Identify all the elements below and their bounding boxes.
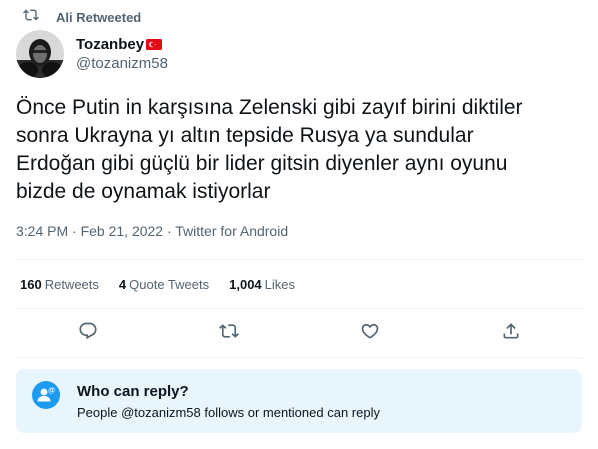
- retweet-icon: [23, 7, 39, 28]
- display-name[interactable]: Tozanbey: [76, 35, 145, 53]
- retweet-icon: [219, 321, 239, 341]
- reply-restriction-description: People @tozanizm58 follows or mentioned can reply: [77, 405, 380, 420]
- reply-restriction-notice: [16, 369, 582, 433]
- tweet-meta[interactable]: 3:24 PM · Feb 21, 2022 · Twitter for Android: [16, 223, 289, 239]
- tweet-line: sonra Ukrayna yı altın tepside Rusya ya sundular: [16, 124, 474, 147]
- quote-tweets-count: 4: [118, 277, 127, 292]
- retweet-header[interactable]: [23, 8, 141, 26]
- like-icon: [360, 321, 380, 341]
- action-bar: [0, 320, 598, 346]
- likes-stat[interactable]: [229, 276, 295, 293]
- quote-tweets-stat[interactable]: [119, 276, 209, 293]
- reply-restriction-title: Who can reply?: [77, 383, 189, 400]
- tweet-text: [16, 94, 582, 206]
- divider: [16, 357, 582, 358]
- mention-people-icon: [32, 381, 60, 409]
- handle[interactable]: @tozanizm58: [76, 55, 168, 72]
- svg-text:@: @: [48, 387, 55, 395]
- likes-count: 1,004: [229, 277, 262, 292]
- retweet-button[interactable]: [218, 320, 240, 342]
- retweet-label: Ali Retweeted: [56, 9, 142, 25]
- engagement-stats: [20, 276, 315, 293]
- avatar[interactable]: [16, 30, 64, 78]
- divider: [16, 308, 582, 309]
- retweets-stat[interactable]: [20, 276, 99, 293]
- retweets-count: 160: [20, 277, 42, 292]
- tweet-line: bizde de oynamak istiyorlar: [16, 180, 271, 203]
- quote-tweets-label: Quote Tweets: [129, 277, 210, 292]
- author-names: [76, 34, 168, 74]
- tweet-line: Erdoğan gibi güçlü bir lider gitsin diyenler aynı oyunu: [16, 152, 508, 175]
- divider: [16, 259, 582, 260]
- turkey-flag-icon: [146, 39, 162, 50]
- like-button[interactable]: [359, 320, 381, 342]
- share-icon: [501, 321, 521, 341]
- reply-icon: [78, 321, 98, 341]
- retweets-label: Retweets: [44, 277, 99, 292]
- share-button[interactable]: [500, 320, 522, 342]
- reply-button[interactable]: [77, 320, 99, 342]
- tweet-line: Önce Putin in karşısına Zelenski gibi zayıf birini diktiler: [16, 96, 523, 119]
- likes-label: Likes: [264, 277, 296, 292]
- author-block: [16, 30, 168, 78]
